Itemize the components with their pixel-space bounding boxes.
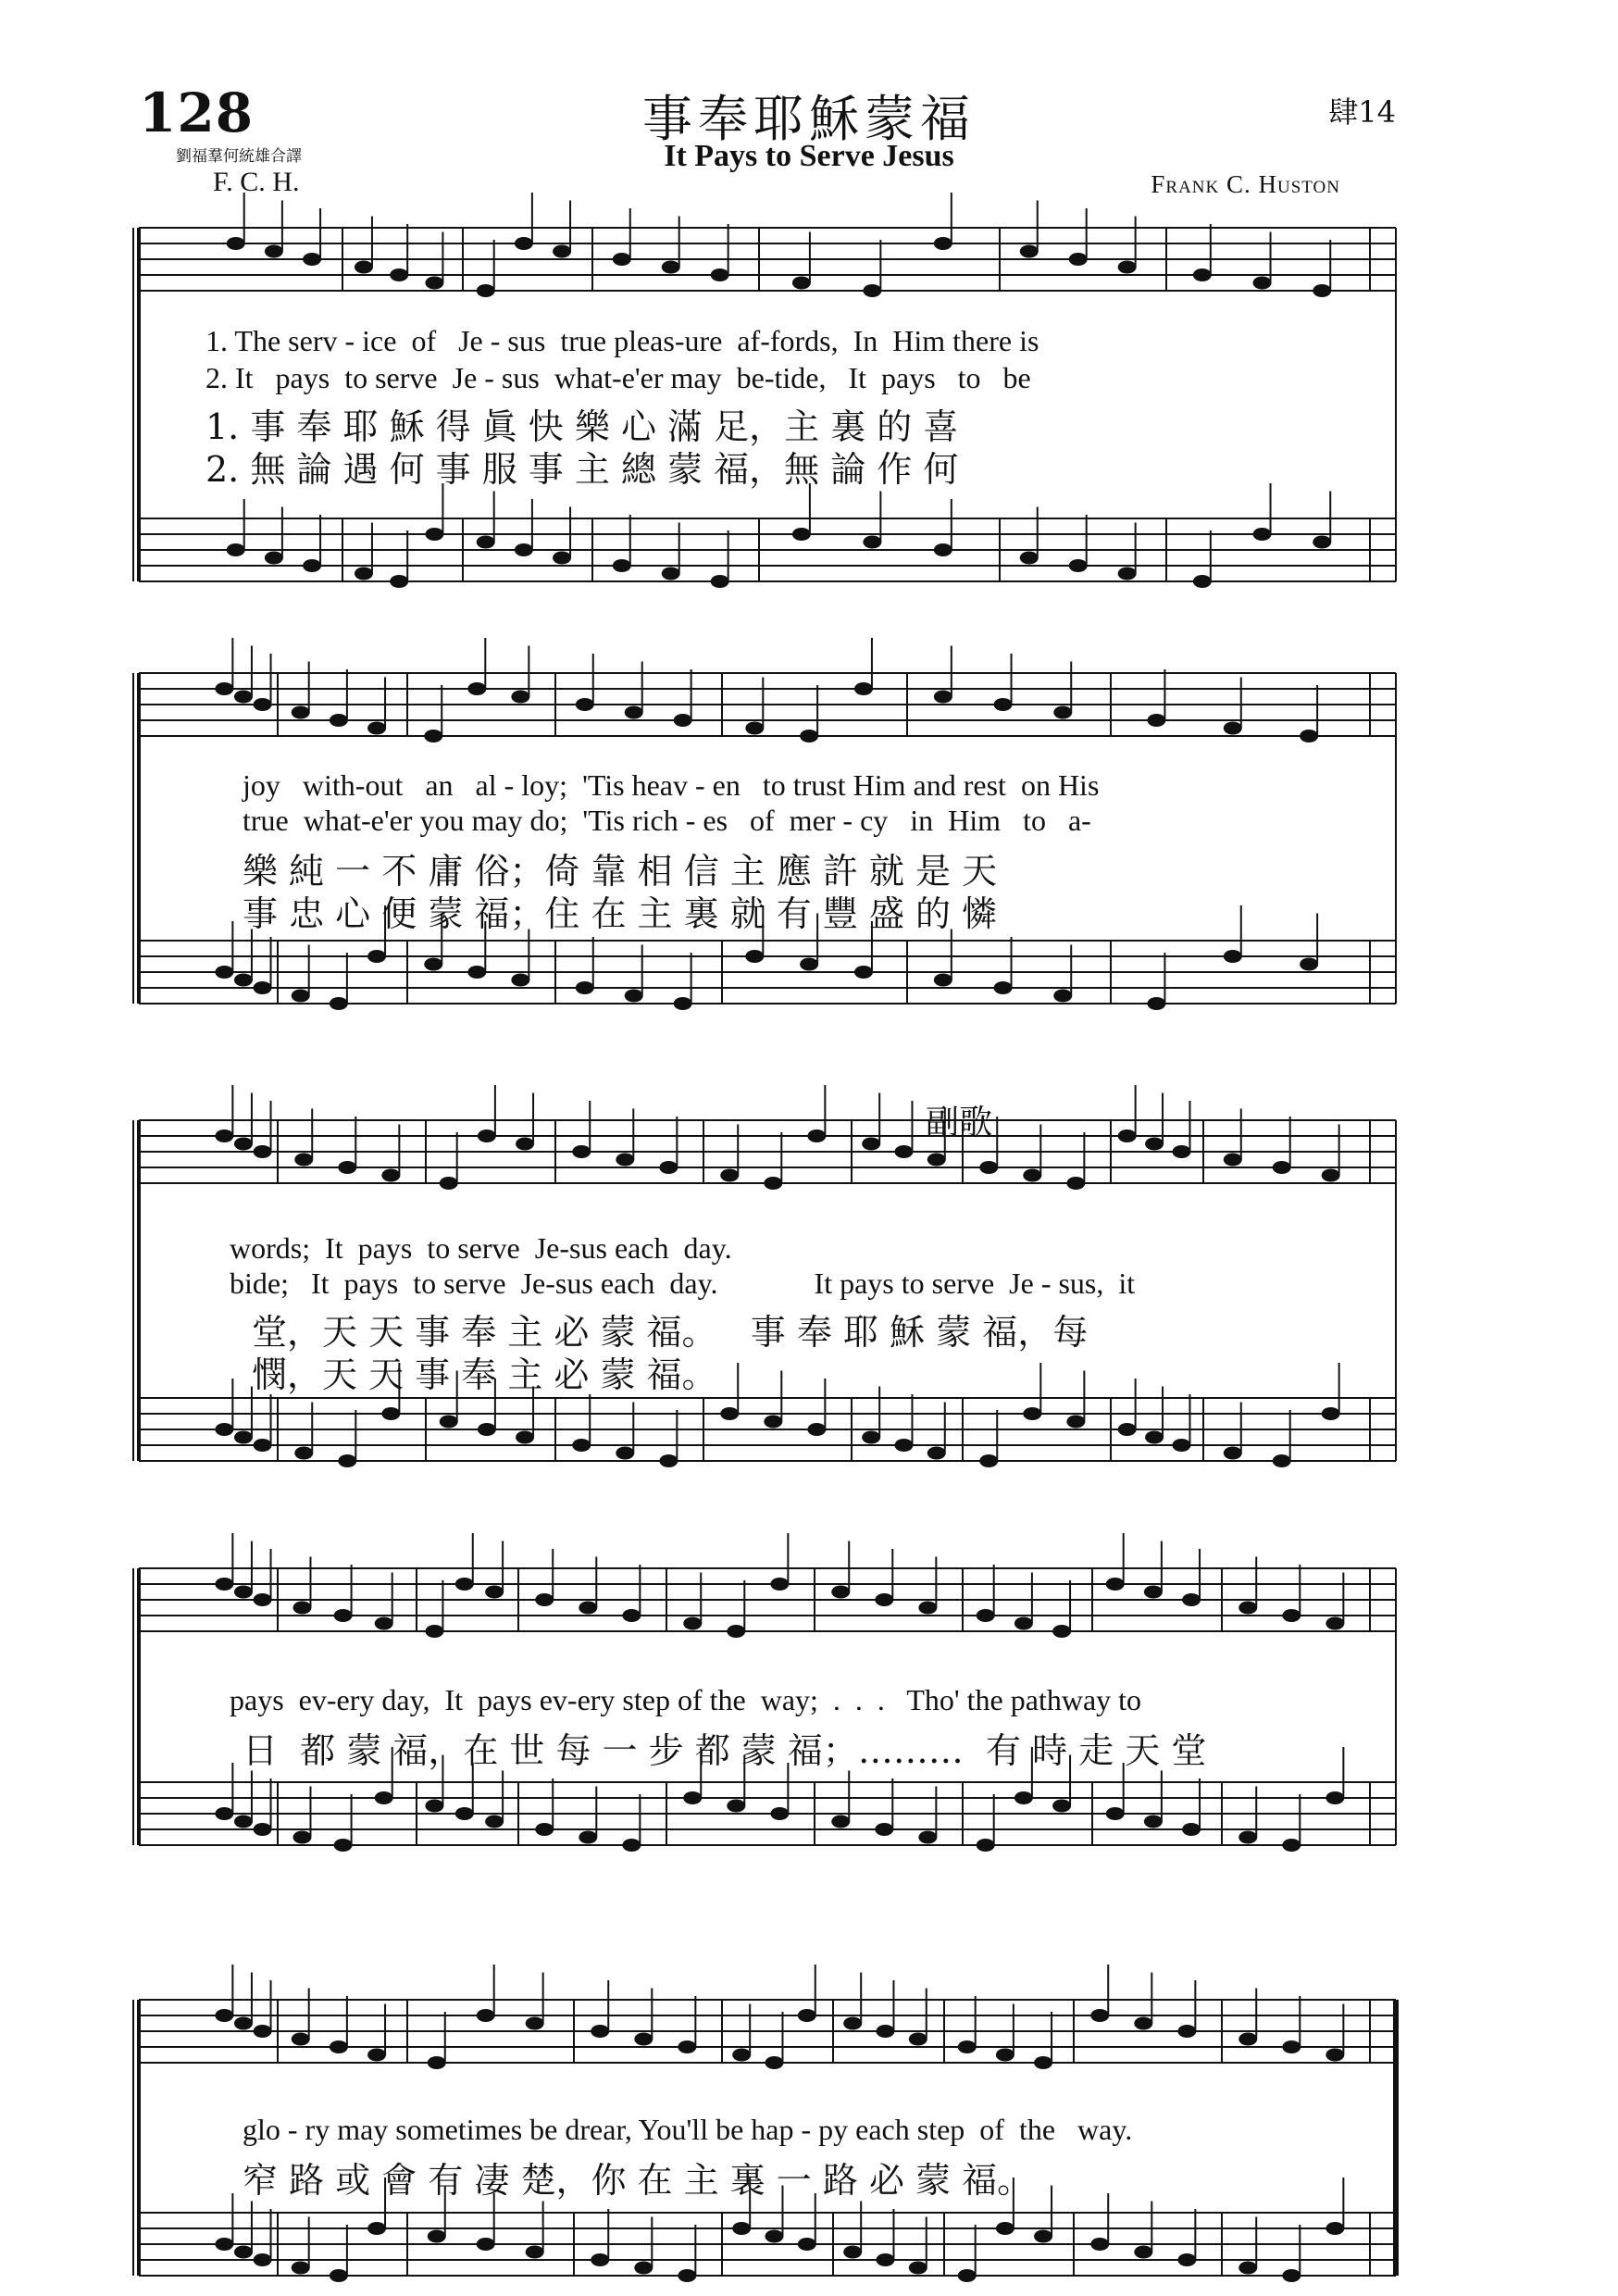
note-head xyxy=(338,1454,356,1467)
note-head xyxy=(683,1791,702,1804)
note-head xyxy=(875,1593,893,1606)
note-head xyxy=(1253,277,1272,290)
lyric-zh-line: 堂，天 天 事 奉 主 必 蒙 福。 事 奉 耶 穌 蒙 福，每 xyxy=(252,1312,1089,1353)
note-head xyxy=(367,2049,386,2062)
note-head xyxy=(579,1602,597,1615)
note-head xyxy=(1090,2238,1109,2251)
note-head xyxy=(234,974,253,987)
note-head xyxy=(1052,1625,1071,1638)
note-head xyxy=(511,691,529,704)
note-head xyxy=(367,722,386,735)
note-head xyxy=(1020,552,1039,565)
note-head xyxy=(927,1154,946,1167)
note-head xyxy=(294,1154,313,1167)
note-head xyxy=(711,268,729,281)
note-head xyxy=(215,2238,233,2251)
note-head xyxy=(727,1800,745,1813)
note-head xyxy=(254,2025,272,2038)
note-head xyxy=(1282,2040,1301,2053)
note-head xyxy=(1282,2269,1301,2282)
note-head xyxy=(1253,528,1272,541)
note-head xyxy=(613,253,631,266)
note-head xyxy=(294,1447,313,1460)
translators-credit: 劉福羣何統雄合譯 xyxy=(176,147,302,166)
note-head xyxy=(1273,1161,1291,1174)
note-head xyxy=(934,691,952,704)
note-head xyxy=(572,1439,591,1452)
note-head xyxy=(292,2033,310,2046)
note-head xyxy=(455,1807,474,1820)
note-head xyxy=(1238,1602,1257,1615)
note-head xyxy=(807,1423,826,1436)
note-head xyxy=(876,2025,894,2038)
note-head xyxy=(1224,1447,1242,1460)
note-head xyxy=(330,2040,348,2053)
note-head xyxy=(662,568,680,580)
lyric-zh-line: 1. 事 奉 耶 穌 得 眞 快 樂 心 滿 足，主 裏 的 喜 xyxy=(205,406,959,447)
note-head xyxy=(1014,1791,1033,1804)
refrain-label: 副歌 xyxy=(926,1104,993,1142)
note-head xyxy=(334,1609,353,1622)
note-head xyxy=(727,1625,745,1638)
note-head xyxy=(934,237,952,250)
note-head xyxy=(732,2222,751,2235)
note-head xyxy=(424,958,442,971)
note-head xyxy=(1090,2009,1109,2022)
note-head xyxy=(958,2040,977,2053)
note-head xyxy=(1326,1791,1344,1804)
note-head xyxy=(843,2246,862,2259)
note-head xyxy=(425,277,443,290)
note-head xyxy=(1023,1407,1041,1420)
note-head xyxy=(478,1129,496,1142)
note-head xyxy=(1052,1800,1071,1813)
note-head xyxy=(792,277,811,290)
note-head xyxy=(591,2253,609,2266)
note-head xyxy=(854,682,873,695)
note-head xyxy=(831,1586,850,1599)
note-head xyxy=(390,575,408,588)
note-head xyxy=(526,2246,544,2259)
note-head xyxy=(254,1145,272,1158)
note-head xyxy=(979,1161,998,1174)
note-head xyxy=(215,1578,233,1591)
note-head xyxy=(234,1586,253,1599)
note-head xyxy=(674,714,692,727)
note-head xyxy=(745,722,764,735)
note-head xyxy=(1182,1593,1201,1606)
note-head xyxy=(1322,1169,1340,1182)
note-head xyxy=(265,245,283,258)
note-head xyxy=(1238,2262,1257,2275)
note-head xyxy=(1118,1423,1137,1436)
note-head xyxy=(338,1161,356,1174)
note-head xyxy=(934,974,952,987)
words-credit: F. C. H. xyxy=(213,167,300,197)
note-head xyxy=(1326,2049,1344,2062)
note-head xyxy=(1177,2025,1196,2038)
note-head xyxy=(367,950,386,963)
note-head xyxy=(576,698,594,711)
note-head xyxy=(292,2262,310,2275)
note-head xyxy=(1172,1145,1190,1158)
note-head xyxy=(234,1816,253,1828)
note-head xyxy=(292,706,310,719)
note-head xyxy=(1326,1617,1344,1630)
note-head xyxy=(227,543,245,556)
note-head xyxy=(334,1839,353,1852)
note-head xyxy=(375,1791,393,1804)
note-head xyxy=(477,2009,495,2022)
note-head xyxy=(467,966,486,979)
note-head xyxy=(381,1169,400,1182)
note-head xyxy=(876,2253,894,2266)
lyric-en-line: glo - ry may sometimes be drear, You'll be hap - py each step of the way. xyxy=(243,2113,1133,2146)
note-head xyxy=(862,1431,880,1444)
note-head xyxy=(215,1129,233,1142)
note-head xyxy=(1118,568,1137,580)
note-head xyxy=(390,268,408,281)
note-head xyxy=(292,1602,311,1615)
note-head xyxy=(798,2238,816,2251)
note-head xyxy=(659,1161,678,1174)
note-head xyxy=(1313,536,1331,549)
title-chinese: 事奉耶穌蒙福 xyxy=(642,90,976,148)
note-head xyxy=(477,2238,495,2251)
note-head xyxy=(1069,253,1088,266)
note-head xyxy=(770,1807,789,1820)
note-head xyxy=(765,2056,783,2069)
note-head xyxy=(1322,1407,1340,1420)
music-credit: Frank C. Huston xyxy=(1151,170,1340,198)
note-head xyxy=(1118,261,1137,274)
note-head xyxy=(764,1416,782,1429)
meter-label: 肆14 xyxy=(1328,94,1396,130)
note-head xyxy=(516,1138,534,1151)
note-head xyxy=(485,1586,504,1599)
note-head xyxy=(515,237,533,250)
note-head xyxy=(579,1831,597,1844)
note-head xyxy=(678,2040,696,2053)
note-head xyxy=(996,2222,1014,2235)
note-head xyxy=(798,2009,816,2022)
note-head xyxy=(330,997,348,1010)
note-head xyxy=(1023,1169,1041,1182)
note-head xyxy=(1118,1129,1137,1142)
note-head xyxy=(800,958,818,971)
note-head xyxy=(455,1578,474,1591)
note-head xyxy=(894,1439,913,1452)
note-head xyxy=(1034,2230,1052,2243)
note-head xyxy=(424,730,442,742)
note-head xyxy=(234,2017,253,2030)
note-head xyxy=(1020,245,1039,258)
note-head xyxy=(254,981,272,994)
note-head xyxy=(807,1129,826,1142)
note-head xyxy=(234,1431,253,1444)
note-head xyxy=(1300,730,1318,742)
note-head xyxy=(765,2230,783,2243)
lyric-zh-line: 憫，天 天 事 奉 主 必 蒙 福。 xyxy=(252,1354,717,1395)
note-head xyxy=(440,1177,458,1190)
note-head xyxy=(1172,1439,1190,1452)
note-head xyxy=(1224,950,1242,963)
note-head xyxy=(622,1839,641,1852)
note-head xyxy=(215,966,233,979)
note-head xyxy=(616,1447,634,1460)
lyric-en-line: words; It pays to serve Je-sus each day. xyxy=(230,1231,732,1265)
note-head xyxy=(1106,1807,1125,1820)
note-head xyxy=(720,1407,739,1420)
note-head xyxy=(979,1454,998,1467)
note-head xyxy=(1313,284,1331,297)
note-head xyxy=(854,966,873,979)
lyric-en-line: pays ev-ery day, It pays ev-ery step of the way; . . . Tho' the pathway to xyxy=(230,1683,1142,1716)
note-head xyxy=(977,1609,995,1622)
note-head xyxy=(1069,559,1088,572)
note-head xyxy=(843,2017,862,2030)
note-head xyxy=(994,698,1013,711)
note-head xyxy=(1282,1839,1301,1852)
note-head xyxy=(958,2269,977,2282)
note-head xyxy=(918,1602,937,1615)
note-head xyxy=(625,990,643,1003)
note-head xyxy=(215,682,233,695)
note-head xyxy=(1326,2222,1344,2235)
note-head xyxy=(1238,2033,1257,2046)
note-head xyxy=(678,2269,696,2282)
note-head xyxy=(375,1617,393,1630)
note-head xyxy=(711,575,729,588)
note-head xyxy=(862,1138,880,1151)
note-head xyxy=(553,245,571,258)
note-head xyxy=(1273,1454,1291,1467)
note-head xyxy=(1144,1816,1163,1828)
note-head xyxy=(831,1816,850,1828)
note-head xyxy=(909,2033,927,2046)
note-head xyxy=(1193,575,1212,588)
note-head xyxy=(215,2009,233,2022)
note-head xyxy=(1066,1416,1085,1429)
note-head xyxy=(1147,714,1165,727)
note-head xyxy=(303,559,321,572)
note-head xyxy=(745,950,764,963)
note-head xyxy=(440,1416,458,1429)
note-head xyxy=(572,1145,591,1158)
note-head xyxy=(662,261,680,274)
note-head xyxy=(234,2246,253,2259)
note-head xyxy=(303,253,321,266)
note-head xyxy=(1014,1617,1033,1630)
note-head xyxy=(1053,706,1072,719)
note-head xyxy=(367,2222,386,2235)
lyric-zh-line: 事 忠 心 便 蒙 福；住 在 主 裏 就 有 豐 盛 的 憐 xyxy=(243,893,998,934)
note-head xyxy=(1145,1431,1164,1444)
note-head xyxy=(234,691,253,704)
note-head xyxy=(428,2230,446,2243)
note-head xyxy=(425,1800,443,1813)
lyric-en-line: joy with-out an al - loy; 'Tis heav - en to trust Him and rest on His xyxy=(243,768,1100,802)
note-head xyxy=(254,1823,272,1836)
note-head xyxy=(1147,997,1165,1010)
note-head xyxy=(1182,1823,1201,1836)
note-head xyxy=(265,552,283,565)
note-head xyxy=(659,1454,678,1467)
note-head xyxy=(511,974,529,987)
lyric-zh-line: 日 都 蒙 福，在 世 每 一 步 都 蒙 福；……… 有 時 走 天 堂 xyxy=(243,1730,1207,1771)
lyric-en-line: bide; It pays to serve Je-sus each day. It pays to serve Je - sus, it xyxy=(230,1267,1136,1300)
note-head xyxy=(1106,1578,1125,1591)
note-head xyxy=(425,1625,443,1638)
note-head xyxy=(477,284,495,297)
note-head xyxy=(254,1439,272,1452)
note-head xyxy=(425,528,443,541)
note-head xyxy=(634,2262,653,2275)
note-head xyxy=(254,1593,272,1606)
lyric-zh-line: 窄 路 或 會 有 凄 楚，你 在 主 裏 一 路 必 蒙 福。 xyxy=(243,2160,1033,2201)
note-head xyxy=(977,1839,995,1852)
note-head xyxy=(1177,2253,1196,2266)
note-head xyxy=(355,568,373,580)
note-head xyxy=(215,1423,233,1436)
lyric-zh-line: 2. 無 論 遇 何 事 服 事 主 總 蒙 福，無 論 作 何 xyxy=(205,449,959,490)
note-head xyxy=(428,2056,446,2069)
note-head xyxy=(634,2033,653,2046)
note-head xyxy=(227,237,245,250)
note-head xyxy=(918,1831,937,1844)
note-head xyxy=(674,997,692,1010)
note-head xyxy=(792,528,811,541)
note-head xyxy=(994,981,1013,994)
note-head xyxy=(996,2049,1014,2062)
note-head xyxy=(863,536,881,549)
note-head xyxy=(330,2269,348,2282)
note-head xyxy=(1134,2017,1152,2030)
note-head xyxy=(909,2262,927,2275)
note-head xyxy=(1224,1154,1242,1167)
note-head xyxy=(1145,1138,1164,1151)
note-head xyxy=(613,559,631,572)
note-head xyxy=(764,1177,782,1190)
note-head xyxy=(1134,2246,1152,2259)
note-head xyxy=(720,1169,739,1182)
note-head xyxy=(625,706,643,719)
note-head xyxy=(1034,2056,1052,2069)
note-head xyxy=(467,682,486,695)
note-head xyxy=(535,1823,554,1836)
lyric-en-line: true what-e'er you may do; 'Tis rich - es of mer - cy in Him to a- xyxy=(243,804,1091,837)
note-head xyxy=(526,2017,544,2030)
note-head xyxy=(254,698,272,711)
note-head xyxy=(576,981,594,994)
note-head xyxy=(292,1831,311,1844)
note-head xyxy=(478,1423,496,1436)
note-head xyxy=(683,1617,702,1630)
note-head xyxy=(516,1431,534,1444)
note-head xyxy=(292,990,310,1003)
note-head xyxy=(553,552,571,565)
note-head xyxy=(215,1807,233,1820)
hymn-number: 128 xyxy=(139,81,255,144)
note-head xyxy=(254,2253,272,2266)
title-english: It Pays to Serve Jesus xyxy=(664,139,954,173)
note-head xyxy=(1144,1586,1163,1599)
note-head xyxy=(770,1578,789,1591)
note-head xyxy=(1053,990,1072,1003)
note-head xyxy=(381,1407,400,1420)
note-head xyxy=(863,284,881,297)
note-head xyxy=(1224,722,1242,735)
note-head xyxy=(535,1593,554,1606)
note-head xyxy=(800,730,818,742)
note-head xyxy=(875,1823,893,1836)
note-head xyxy=(355,261,373,274)
note-head xyxy=(622,1609,641,1622)
note-head xyxy=(1300,958,1318,971)
lyric-en-line: 2. It pays to serve Je - sus what-e'er may be-tide, It pays to be xyxy=(205,361,1031,394)
lyric-en-line: 1. The serv - ice of Je - sus true pleas-ure af-fords, In Him there is xyxy=(205,324,1039,357)
note-head xyxy=(515,543,533,556)
note-head xyxy=(1238,1831,1257,1844)
note-head xyxy=(1066,1177,1085,1190)
note-head xyxy=(477,536,495,549)
note-head xyxy=(894,1145,913,1158)
note-head xyxy=(330,714,348,727)
note-head xyxy=(927,1447,946,1460)
note-head xyxy=(1193,268,1212,281)
note-head xyxy=(1282,1609,1301,1622)
lyric-zh-line: 樂 純 一 不 庸 俗；倚 靠 相 信 主 應 許 就 是 天 xyxy=(243,851,998,892)
note-head xyxy=(485,1816,504,1828)
note-head xyxy=(732,2049,751,2062)
note-head xyxy=(934,543,952,556)
note-head xyxy=(616,1154,634,1167)
note-head xyxy=(234,1138,253,1151)
note-head xyxy=(591,2025,609,2038)
